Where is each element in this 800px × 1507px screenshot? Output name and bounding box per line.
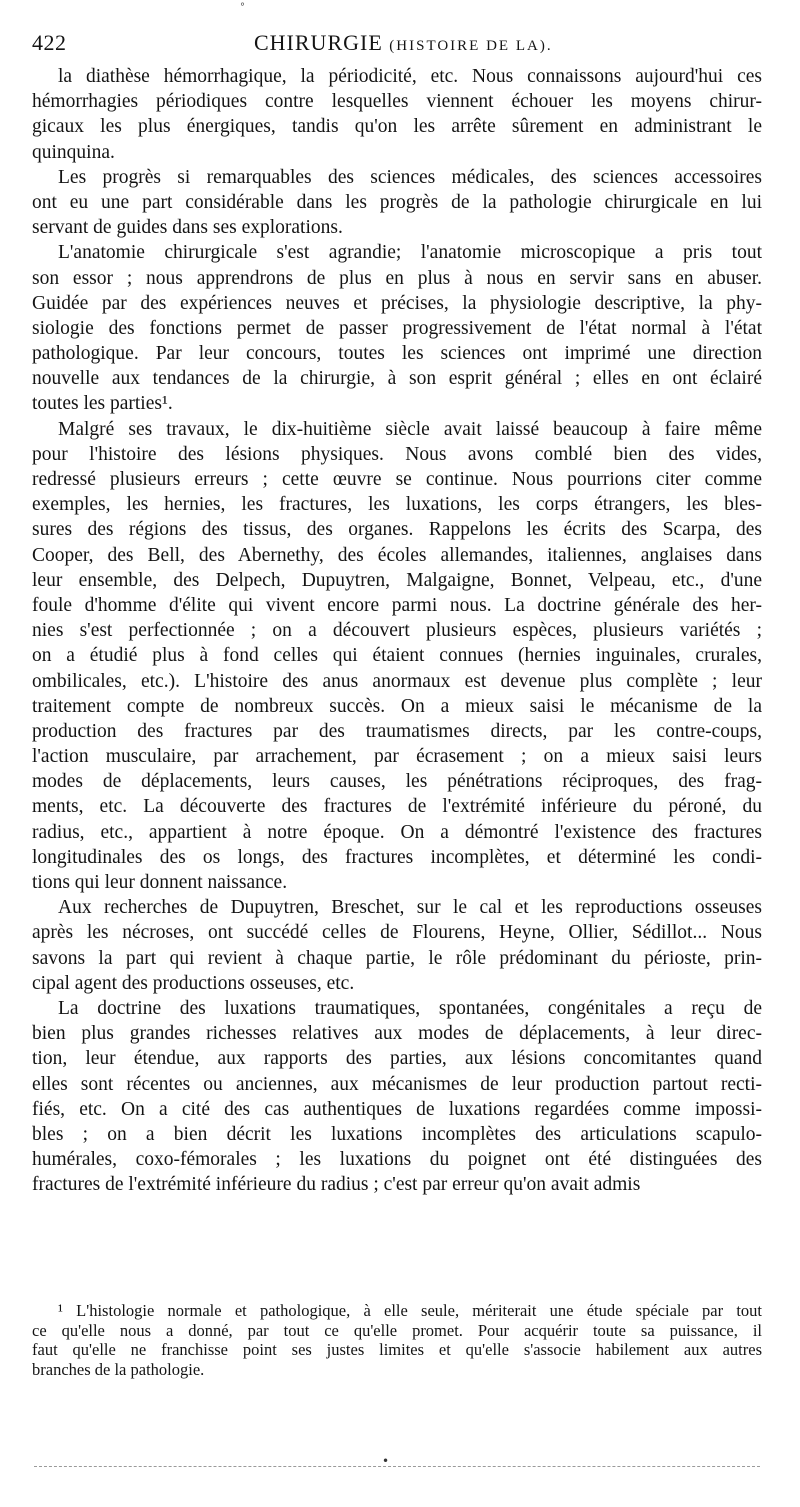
- bottom-rule: [34, 1466, 760, 1467]
- page-speck: °: [240, 2, 245, 13]
- page-speck-bottom: •: [382, 1454, 390, 1468]
- footnote-line: faut qu'elle ne franchisse point ses justes limites et qu'elle s'associe habilement aux autres: [32, 1340, 762, 1360]
- paragraph: [32, 64, 762, 165]
- text-line: Cooper, des Bell, des Abernethy, des écoles allemandes, italiennes, anglaises dans: [32, 544, 762, 566]
- text-line: bles ; on a bien décrit les luxations incomplètes des articulations scapulo-: [32, 1123, 762, 1145]
- text-line: son essor ; nous apprendrons de plus en plus à nous en servir sans en abuser.: [32, 267, 762, 289]
- text-line: nouvelle aux tendances de la chirurgie, à son esprit général ; elles en ont éclairé: [32, 368, 762, 390]
- text-line: redressé plusieurs erreurs ; cette œuvre se continue. Nous pourrions citer comme: [32, 469, 762, 490]
- footnote-line: ce qu'elle nous a donné, par tout ce qu'elle promet. Pour acquérir toute sa puissance, il: [32, 1320, 762, 1340]
- footnote-line: ¹ L'histologie normale et pathologique, à elle seule, mériterait une étude spéciale par tout: [58, 1301, 762, 1320]
- text-line: quinquina.: [32, 141, 115, 163]
- text-line: radius, etc., appartient à notre époque. On a démontré l'existence des fractures: [32, 821, 762, 843]
- text-line: tion, leur étendue, aux rapports des parties, aux lésions concomitantes quand: [32, 1048, 762, 1070]
- paragraph: [32, 996, 762, 1198]
- text-line: hémorrhagies périodiques contre lesquelles viennent échouer les moyens chirur-: [32, 91, 762, 113]
- text-line: toutes les parties¹.: [32, 393, 173, 415]
- running-title-main: CHIRURGIE: [254, 30, 383, 55]
- text-line: la diathèse hémorrhagique, la périodicité, etc. Nous connaissons aujourd'hui ces: [58, 66, 762, 87]
- text-line: siologie des fonctions permet de passer progressivement de l'état normal à l'état: [32, 317, 762, 339]
- text-line: production des fractures par des traumatismes directs, par les contre-coups,: [32, 720, 762, 742]
- running-title: [254, 30, 553, 56]
- text-line: cipal agent des productions osseuses, etc.: [32, 972, 355, 994]
- text-line: Malgré ses travaux, le dix-huitième siècle avait laissé beaucoup à faire même: [58, 418, 762, 440]
- text-line: Les progrès si remarquables des sciences médicales, des sciences accessoires: [58, 166, 762, 188]
- footnote-line: branches de la pathologie.: [32, 1359, 205, 1379]
- text-line: ombilicales, etc.). L'histoire des anus anormaux est devenue plus complète ; leur: [32, 670, 762, 692]
- paragraph: [32, 165, 762, 241]
- text-line: savons la part qui revient à chaque partie, le rôle prédominant du périoste, prin-: [32, 947, 762, 969]
- text-line: traitement compte de nombreux succès. On a mieux saisi le mécanisme de la: [32, 695, 762, 717]
- text-line: humérales, coxo-fémorales ; les luxations du poignet ont été distinguées des: [32, 1149, 762, 1171]
- text-line: La doctrine des luxations traumatiques, spontanées, congénitales a reçu de: [58, 997, 762, 1019]
- text-line: nies s'est perfectionnée ; on a découvert plusieurs espèces, plusieurs variétés ;: [32, 620, 762, 642]
- text-line: servant de guides dans ses explorations.: [32, 217, 343, 239]
- text-line: fiés, etc. On a cité des cas authentiques de luxations regardées comme impossi-: [32, 1098, 762, 1120]
- paragraph: [32, 895, 762, 996]
- text-line: ments, etc. La découverte des fractures de l'extrémité inférieure du péroné, du: [32, 796, 762, 818]
- text-line: gicaux les plus énergiques, tandis qu'on les arrête sûrement en administrant le: [32, 116, 762, 138]
- running-title-sub: (HISTOIRE DE LA).: [389, 38, 553, 54]
- text-line: pour l'histoire des lésions physiques. Nous avons comblé bien des vides,: [32, 443, 762, 465]
- text-line: Guidée par des expériences neuves et précises, la physiologie descriptive, la phy-: [32, 292, 762, 314]
- text-line: ont eu une part considérable dans les progrès de la pathologie chirurgicale en lui: [32, 191, 762, 213]
- text-line: exemples, les hernies, les fractures, les luxations, les corps étrangers, les bles-: [32, 494, 762, 516]
- text-line: tions qui leur donnent naissance.: [32, 872, 288, 893]
- text-line: Aux recherches de Dupuytren, Breschet, sur le cal et les reproductions osseuses: [58, 897, 762, 919]
- text-line: fractures de l'extrémité inférieure du radius ; c'est par erreur qu'on avait admis: [32, 1174, 641, 1196]
- page-number: 422: [32, 30, 67, 55]
- text-line: sures des régions des tissus, des organes. Rappelons les écrits des Scarpa, des: [32, 519, 762, 541]
- paragraph: [32, 417, 762, 896]
- text-line: elles sont récentes ou anciennes, aux mécanismes de leur production partout recti-: [32, 1073, 762, 1095]
- running-header: [32, 30, 762, 64]
- text-line: bien plus grandes richesses relatives aux modes de déplacements, à leur direc-: [32, 1023, 762, 1045]
- text-line: modes de déplacements, leurs causes, les pénétrations réciproques, des frag-: [32, 771, 762, 793]
- text-line: on a étudié plus à fond celles qui étaient connues (hernies inguinales, crurales,: [32, 645, 762, 667]
- text-line: foule d'homme d'élite qui vivent encore parmi nous. La doctrine générale des her-: [32, 594, 762, 616]
- paragraph: [32, 240, 762, 416]
- body-text: [32, 64, 762, 1197]
- text-line: pathologique. Par leur concours, toutes les sciences ont imprimé une direction: [32, 343, 762, 365]
- text-line: l'action musculaire, par arrachement, par écrasement ; on a mieux saisi leurs: [32, 746, 762, 768]
- text-line: leur ensemble, des Delpech, Dupuytren, Malgaigne, Bonnet, Velpeau, etc., d'une: [32, 569, 762, 591]
- text-line: L'anatomie chirurgicale s'est agrandie; l'anatomie microscopique a pris tout: [58, 242, 762, 264]
- text-line: après les nécroses, ont succédé celles de Flourens, Heyne, Ollier, Sédillot... Nous: [32, 922, 762, 944]
- text-line: longitudinales des os longs, des fractures incomplètes, et déterminé les condi-: [32, 846, 762, 868]
- footnote: [32, 1301, 762, 1379]
